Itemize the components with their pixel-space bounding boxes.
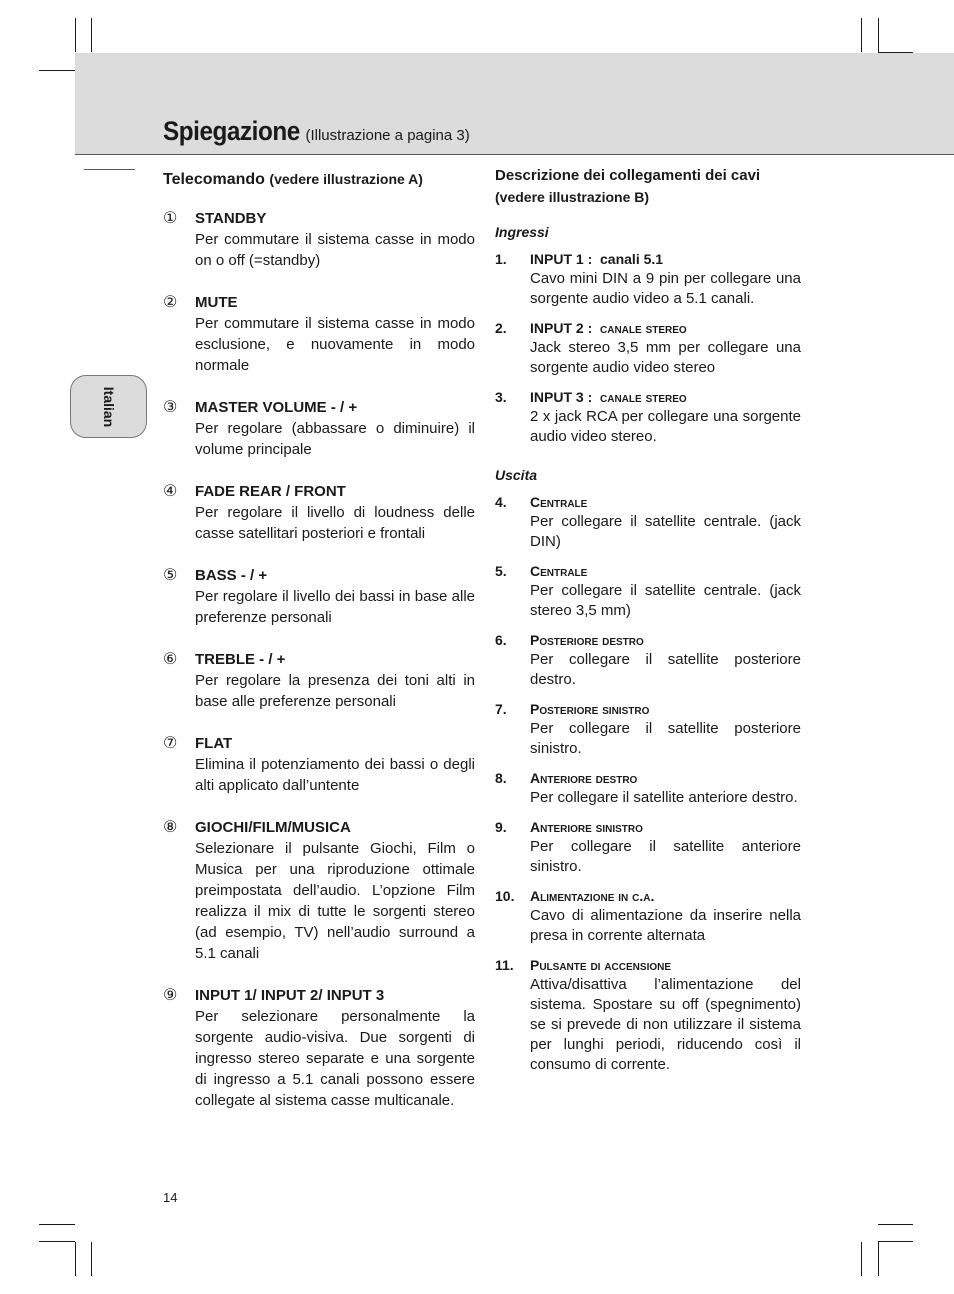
connector-title — [530, 699, 801, 719]
remote-item-description: Per regolare (abbassare o diminuire) il volume principale — [195, 420, 475, 458]
connector-title — [530, 561, 801, 581]
remote-item — [163, 985, 475, 1111]
outputs-label: Uscita — [495, 467, 538, 483]
connector-title — [530, 630, 801, 650]
connector-title-text: INPUT 3 : — [530, 389, 593, 405]
remote-item-body — [195, 292, 475, 376]
connector-title — [530, 387, 801, 407]
remote-item-body — [195, 817, 475, 964]
connector-description: Per collegare il satellite anteriore sinistro. — [530, 838, 801, 875]
remote-item-description: Per selezionare personalmente la sorgente audio-visiva. Due sorgenti di ingresso stereo separate e una sorgente di ingresso a 5.1 canali possono essere collegate al sistema casse multicanale. — [195, 1008, 475, 1109]
connector-description: Cavo di alimentazione da inserire nella presa in corrente alternata — [530, 907, 801, 944]
connector-description: Per collegare il satellite centrale. (jack DIN) — [530, 513, 801, 550]
remote-item-description: Per commutare il sistema casse in modo on o off (=standby) — [195, 231, 475, 269]
connector-description: Per collegare il satellite posteriore sinistro. — [530, 720, 801, 757]
connector-title — [530, 955, 801, 975]
remote-item — [163, 481, 475, 544]
connector-body — [530, 561, 801, 621]
connector-body — [530, 630, 801, 690]
inputs-list — [495, 249, 801, 447]
connector-title-text: Pulsante di accensione — [530, 957, 672, 973]
remote-item-title: MASTER VOLUME - / + — [195, 399, 358, 416]
connector-body — [530, 249, 801, 309]
connector-title — [530, 492, 801, 512]
remote-item-title: FLAT — [195, 735, 233, 752]
connector-item — [495, 817, 801, 877]
remote-item-description: Elimina il potenziamento dei bassi o degli alti applicato dall’untente — [195, 756, 475, 794]
crop-mark-top-right-v1 — [861, 18, 862, 52]
page-title-row — [163, 116, 470, 147]
inputs-label: Ingressi — [495, 224, 549, 240]
page-subtitle: (Illustrazione a pagina 3) — [305, 127, 470, 144]
remote-item-title: INPUT 1/ INPUT 2/ INPUT 3 — [195, 987, 385, 1004]
remote-item-number: ⑦ — [163, 735, 178, 752]
connector-number: 10. — [495, 888, 515, 904]
connector-body — [530, 492, 801, 552]
connector-title — [530, 768, 801, 788]
connector-body — [530, 387, 801, 447]
remote-item-number: ⑨ — [163, 987, 178, 1004]
page-title: Spiegazione — [163, 116, 300, 146]
connector-item — [495, 387, 801, 447]
connector-number: 8. — [495, 770, 507, 786]
connector-title-text: Posteriore destro — [530, 632, 644, 648]
remote-item-title: FADE REAR / FRONT — [195, 483, 346, 500]
remote-item-number: ③ — [163, 399, 178, 416]
connector-description: Per collegare il satellite anteriore destro. — [530, 789, 798, 806]
connector-title-text: Centrale — [530, 563, 588, 579]
remote-item-number: ④ — [163, 483, 178, 500]
connector-title-text: Alimentazione in c.a. — [530, 888, 655, 904]
crop-mark-bottom-left-v2 — [91, 1242, 92, 1276]
connector-title — [530, 318, 801, 338]
connector-description: Attiva/disattiva l’alimentazione del sistema. Spostare su off (spegnimento) se si prevede di non utilizzare il sistema per lunghi periodi, riducendo così il consumo di corrente. — [530, 976, 801, 1073]
remote-item-description: Per commutare il sistema casse in modo esclusione, e nuovamente in modo normale — [195, 315, 475, 374]
remote-item-body — [195, 208, 475, 271]
connector-body — [530, 699, 801, 759]
remote-item-body — [195, 397, 475, 460]
remote-item-title: MUTE — [195, 294, 238, 311]
connector-title-text: Anteriore destro — [530, 770, 638, 786]
remote-item-title: TREBLE - / + — [195, 651, 286, 668]
connector-item — [495, 699, 801, 759]
remote-control-section — [163, 169, 475, 1132]
connector-number: 1. — [495, 251, 507, 267]
crop-mark-top-left-v2 — [91, 18, 92, 52]
connector-description: 2 x jack RCA per collegare una sorgente audio video stereo. — [530, 408, 801, 445]
connector-title-extra: canali 5.1 — [600, 251, 664, 267]
remote-item-description: Selezionare il pulsante Giochi, Film o Musica per una riproduzione ottimale preimpostata dell’audio. L’opzione Film realizza il mix di tutte le sorgenti stereo (ad esempio, TV) nell’audio surround a 5.1 canali — [195, 840, 475, 962]
connector-body — [530, 886, 801, 946]
connector-body — [530, 768, 801, 808]
cable-heading: Descrizione dei collegamenti dei cavi — [495, 167, 761, 184]
crop-mark-bottom-right-h2 — [878, 1241, 913, 1242]
remote-control-heading — [163, 169, 475, 190]
connector-description: Jack stereo 3,5 mm per collegare una sorgente audio video stereo — [530, 339, 801, 376]
connector-title-text: Centrale — [530, 494, 588, 510]
connector-description: Cavo mini DIN a 9 pin per collegare una sorgente audio video a 5.1 canali. — [530, 270, 801, 307]
connector-item — [495, 955, 801, 1075]
remote-item — [163, 817, 475, 964]
crop-mark-bottom-right-v1 — [861, 1242, 862, 1276]
remote-item — [163, 565, 475, 628]
connector-title-text: INPUT 2 : — [530, 320, 593, 336]
connector-item — [495, 561, 801, 621]
remote-item-title: GIOCHI/FILM/MUSICA — [195, 819, 351, 836]
remote-item — [163, 292, 475, 376]
remote-item-description: Per regolare il livello di loudness delle casse satellitari posteriori e frontali — [195, 504, 475, 542]
remote-heading-note: (vedere illustrazione A) — [269, 171, 423, 187]
divider-rule — [84, 169, 135, 170]
connector-number: 2. — [495, 320, 507, 336]
connector-title-extra: canale stereo — [600, 389, 687, 405]
remote-item-description: Per regolare la presenza dei toni alti in base alle preferenze personali — [195, 672, 475, 710]
remote-item-number: ② — [163, 294, 178, 311]
remote-item-body — [195, 733, 475, 796]
connector-body — [530, 817, 801, 877]
remote-item-title: STANDBY — [195, 210, 267, 227]
remote-item-body — [195, 985, 475, 1111]
page-number: 14 — [163, 1190, 178, 1205]
connector-body — [530, 955, 801, 1075]
remote-item-number: ① — [163, 210, 178, 227]
remote-item-number: ⑧ — [163, 819, 178, 836]
crop-mark-bottom-left-h2 — [39, 1241, 75, 1242]
connector-item — [495, 630, 801, 690]
connector-body — [530, 318, 801, 378]
remote-item-title: BASS - / + — [195, 567, 268, 584]
crop-mark-top-right-v2 — [878, 18, 879, 52]
connector-item — [495, 492, 801, 552]
connector-title — [530, 817, 801, 837]
connector-number: 5. — [495, 563, 507, 579]
remote-item-description: Per regolare il livello dei bassi in base alle preferenze personali — [195, 588, 475, 626]
connector-title — [530, 886, 801, 906]
connector-title — [530, 249, 801, 269]
connector-title-text: Posteriore sinistro — [530, 701, 650, 717]
crop-mark-top-left-h — [39, 70, 75, 71]
connector-number: 7. — [495, 701, 507, 717]
connector-description: Per collegare il satellite posteriore destro. — [530, 651, 801, 688]
language-tab-label: Italian — [100, 386, 117, 427]
connector-number: 3. — [495, 389, 507, 405]
connector-item — [495, 249, 801, 309]
remote-item-number: ⑤ — [163, 567, 178, 584]
connector-item — [495, 768, 801, 808]
remote-item-body — [195, 649, 475, 712]
connector-description: Per collegare il satellite centrale. (jack stereo 3,5 mm) — [530, 582, 801, 619]
remote-item-body — [195, 481, 475, 544]
cable-section — [495, 166, 801, 1084]
crop-mark-bottom-left-h — [39, 1224, 75, 1225]
connector-title-text: Anteriore sinistro — [530, 819, 643, 835]
language-tab — [70, 375, 147, 438]
connector-item — [495, 886, 801, 946]
connector-title-text: INPUT 1 : — [530, 251, 593, 267]
remote-heading-text: Telecomando — [163, 171, 265, 188]
remote-item — [163, 397, 475, 460]
remote-item-body — [195, 565, 475, 628]
outputs-list — [495, 492, 801, 1075]
connector-title-extra: canale stereo — [600, 320, 687, 336]
crop-mark-bottom-right-v2 — [878, 1242, 879, 1276]
remote-item — [163, 208, 475, 271]
connector-item — [495, 318, 801, 378]
connector-number: 9. — [495, 819, 507, 835]
remote-item — [163, 649, 475, 712]
cable-heading-note: (vedere illustrazione B) — [495, 189, 650, 205]
remote-item — [163, 733, 475, 796]
remote-item-number: ⑥ — [163, 651, 178, 668]
connector-number: 6. — [495, 632, 507, 648]
connector-number: 11. — [495, 957, 514, 973]
crop-mark-top-left-v1 — [75, 18, 76, 52]
connector-number: 4. — [495, 494, 507, 510]
crop-mark-bottom-left-v1 — [75, 1242, 76, 1276]
remote-items-list — [163, 208, 475, 1111]
crop-mark-bottom-right-h — [878, 1224, 913, 1225]
